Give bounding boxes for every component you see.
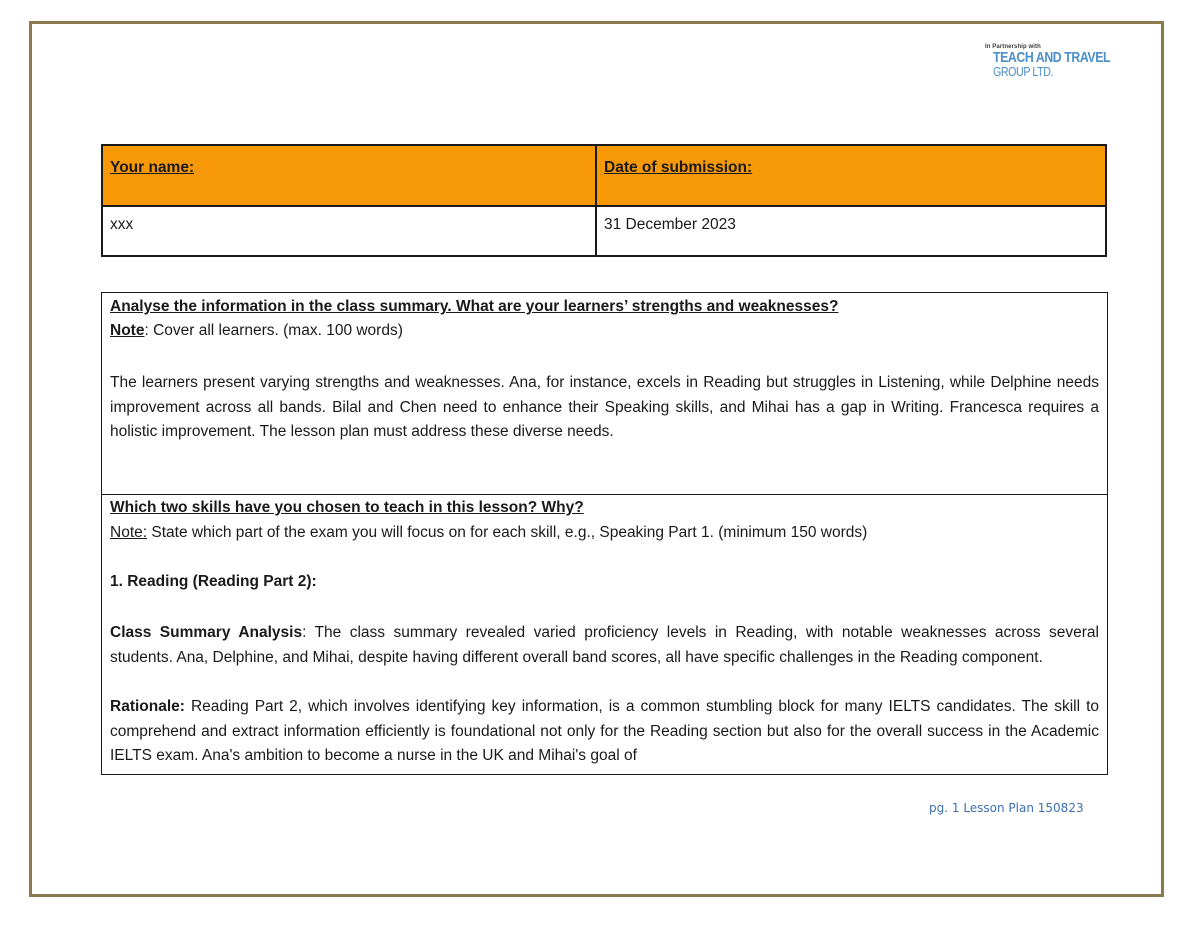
- class-summary-analysis: [110, 621, 1099, 670]
- rationale-text: Reading Part 2, which involves identifying key information, is a common stumbling block for many IELTS candidates. The skill to comprehend and extract information efficiently is foundational not only for the Reading section but also for the overall success in the Academic IELTS exam. Ana's ambition to become a nurse in the UK and Mihai's goal of: [110, 698, 1099, 764]
- analysis-label: Class Summary Analysis: [110, 624, 303, 641]
- analysis-text: : The class summary revealed varied proficiency levels in Reading, with notable weaknesses across several students. Ana, Delphine, and Mihai, despite having different overall band scores, all have specific challenges in the Reading component.: [110, 624, 1099, 666]
- section1-note-label: Note: [110, 322, 145, 339]
- name-label: Your name:: [110, 159, 195, 176]
- rationale-label: Rationale:: [110, 698, 185, 715]
- section1-note-text: : Cover all learners. (max. 100 words): [144, 322, 403, 339]
- name-value-cell: [102, 206, 596, 256]
- date-value: 31 December 2023: [604, 216, 736, 233]
- logo-line-1: TEACH AND TRAVEL: [993, 49, 1111, 66]
- date-header-cell: [596, 145, 1106, 206]
- section2-question: Which two skills have you chosen to teach in this lesson? Why?: [110, 499, 584, 516]
- skill-heading: 1. Reading (Reading Part 2):: [110, 573, 317, 590]
- submission-info-table: [101, 144, 1107, 257]
- section2-note-text: State which part of the exam you will focus on for each skill, e.g., Speaking Part 1. (minimum 150 words): [147, 524, 868, 541]
- name-value: xxx: [110, 216, 134, 233]
- rationale: [110, 695, 1099, 769]
- date-value-cell: [596, 206, 1106, 256]
- logo-tagline: In Partnership with: [985, 44, 1041, 50]
- page-footer: pg. 1 Lesson Plan 150823: [929, 801, 1084, 815]
- name-header-cell: [102, 145, 596, 206]
- section1-answer: The learners present varying strengths and weaknesses. Ana, for instance, excels in Reading but struggles in Listening, while Delphine needs improvement across all bands. Bilal and Chen need to enhance their Speaking skills, and Mihai has a gap in Writing. Francesca requires a holistic improvement. The lesson plan must address these diverse needs.: [110, 374, 1099, 440]
- section1-note: [110, 320, 1099, 341]
- section1-question: Analyse the information in the class summary. What are your learners’ strengths and weaknesses?: [110, 298, 839, 315]
- section2-note-label: Note:: [110, 524, 148, 541]
- lesson-plan-box: [101, 292, 1108, 775]
- date-label: Date of submission:: [604, 159, 753, 176]
- partner-logo: [985, 44, 1136, 78]
- logo-line-2: GROUP LTD.: [993, 64, 1054, 79]
- section2-note: [110, 522, 1099, 543]
- strengths-weaknesses-section: [102, 293, 1107, 495]
